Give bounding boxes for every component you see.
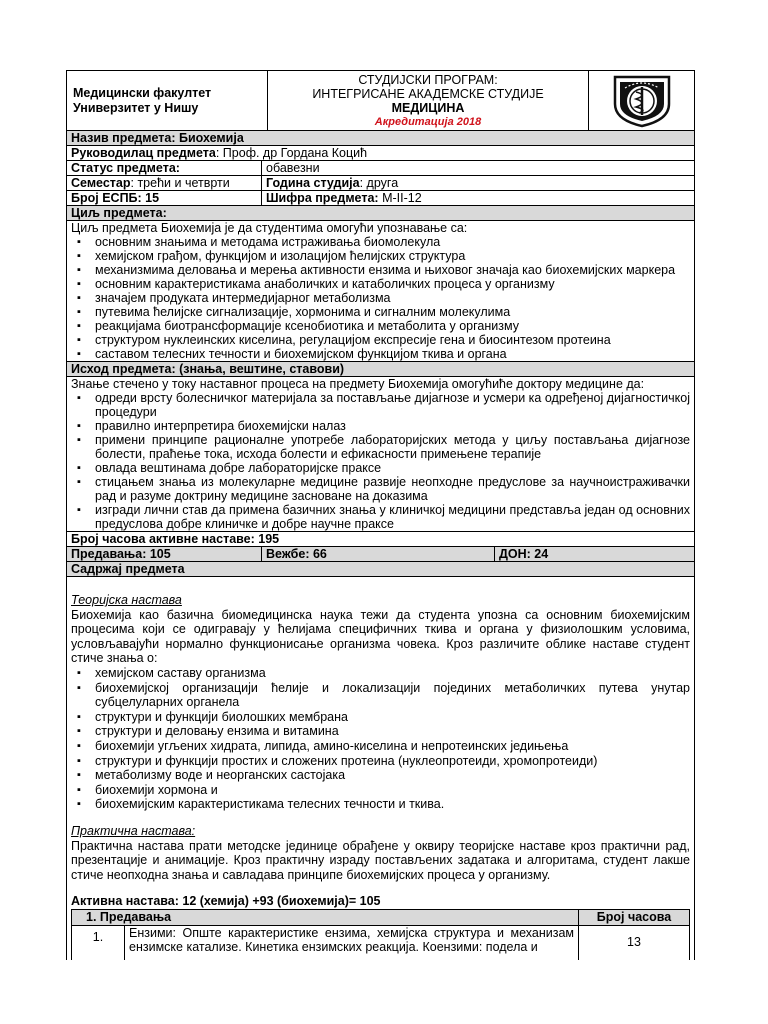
list-item: ▪ правилно интерпретира биохемијски налаз — [71, 419, 690, 433]
list-item: ▪ саставом телесних течности и биохемијском функцијом ткива и органа — [71, 347, 690, 361]
goal-title: Циљ предмета: — [67, 206, 694, 221]
course-lead-cell — [67, 146, 367, 160]
list-item: ▪ основним знањима и методама истраживања биомолекула — [71, 235, 690, 249]
list-item: ▪ основним карактеристикама анаболичких и катаболичких процеса у организму — [71, 277, 690, 291]
list-item: ▪ стицањем знања из молекуларне медицине развије неопходне предуслове за научноистраживачки рад и разуме доктрину медицине засноване на доказима — [71, 475, 690, 503]
list-item: ▪ биохемији угљених хидрата, липида, амино-киселина и непротеинских једињења — [71, 739, 690, 754]
list-item: ▪ структури и функцији биолошких мембрана — [71, 710, 690, 725]
course-status-row — [67, 161, 694, 176]
outcome-list — [71, 391, 690, 531]
list-item: ▪ путевима ћелијске сигнализације, хормонима и сигналним молекулима — [71, 305, 690, 319]
course-ects-row — [67, 191, 694, 206]
course-semester-value: : трећи и четврти — [130, 176, 230, 190]
course-semester-row — [67, 176, 694, 191]
list-item: ▪ биохемијским карактеристикама телесних течности и ткива. — [71, 797, 690, 812]
course-lead-value: : Проф. др Гордана Коцић — [215, 146, 368, 160]
program-type: ИНТЕГРИСАНЕ АКАДЕМСКЕ СТУДИЈЕ — [312, 86, 544, 101]
document-header — [67, 71, 694, 131]
list-item: ▪ хемијском саставу организма — [71, 666, 690, 681]
list-item: ▪ реакцијама биотрансформације ксенобиотика и метаболита у организму — [71, 319, 690, 333]
outcome-intro: Знање стечено у току наставног процеса на предмету Биохемија омогућиће доктору медицине да: — [71, 377, 645, 391]
list-item: ▪ механизмима деловања и мерења активности ензима и њиховог значаја као биохемијских маркера — [71, 263, 690, 277]
list-item: ▪ значајем продуката интермедијарног метаболизма — [71, 291, 690, 305]
program-name: МЕДИЦИНА — [391, 100, 465, 115]
content-title: Садржај предмета — [67, 562, 694, 577]
list-item: ▪ структури и деловању ензима и витамина — [71, 724, 690, 739]
course-status-value: обавезни — [261, 161, 694, 175]
lectures-table — [71, 909, 690, 960]
list-item: ▪ структури и функцији простих и сложених протеина (нуклеопротеиди, хромопротеиди) — [71, 754, 690, 769]
table-row — [72, 926, 689, 960]
course-semester-cell — [67, 176, 261, 190]
list-item: ▪ овлада вештинама добре лабораторијске праксе — [71, 461, 690, 475]
list-item: ▪ изгради лични став да примена базичних знања у клиничкој медицини представља један од основних предуслова добре клиничке и добре научне праксе — [71, 503, 690, 531]
theory-title: Теоријска настава — [71, 593, 182, 607]
list-item: ▪ биохемијској организацији ћелије и локализацији појединих метаболичких путева унутар субцелуларних органела — [71, 681, 690, 710]
hours-exercises: Вежбе: 66 — [261, 547, 494, 561]
practical-text: Практична настава прати методске јединице обрађене у оквиру теоријске наставе кроз практични рад, презентације и анимације. Кроз практичну израду постављених задатака и алгоритама, студент лакше стиче неопходна знања и савладава принципе биохемијских процеса у организму. — [71, 838, 690, 882]
list-item: ▪ одреди врсту болесничког материјала за постављање дијагнозе и усмери ка одређеној дијагностичкој процедури — [71, 391, 690, 419]
outcome-block — [67, 377, 694, 532]
course-code-cell — [261, 191, 694, 205]
institution-block — [67, 71, 268, 130]
content-block — [67, 577, 694, 909]
course-semester-label: Семестар — [71, 176, 131, 190]
goal-intro: Циљ предмета Биохемија је да студентима омогући упознавање са: — [71, 221, 468, 235]
course-document — [66, 70, 695, 960]
hours-don: ДОН: 24 — [494, 547, 694, 561]
lecture-hours: 13 — [627, 934, 641, 949]
lectures-table-header — [72, 910, 689, 926]
accreditation-label: Акредитација 2018 — [374, 115, 482, 128]
practical-title: Практична настава: — [71, 823, 196, 838]
course-lead-row — [67, 146, 694, 161]
program-block — [268, 71, 589, 130]
course-name-row: Назив предмета: Биохемија — [67, 131, 694, 146]
course-lead-label: Руководилац предмета — [71, 146, 216, 160]
lectures-header-hours: Број часова — [596, 909, 672, 924]
list-item: ▪ метаболизму воде и неорганских састојака — [71, 768, 690, 783]
program-label: СТУДИЈСКИ ПРОГРАМ: — [358, 72, 498, 87]
goal-list — [71, 235, 690, 361]
course-year-label: Година студија — [266, 176, 360, 190]
list-item: ▪ примени принципе рационалне употребе лабораторијских метода у циљу постављања дијагнозе болести, праћење тока, исхода болести и ефикасности примењене терапије — [71, 433, 690, 461]
course-code-value: М-II-12 — [378, 191, 422, 205]
list-item: ▪ хемијском грађом, функцијом и изолацијом ћелијских структура — [71, 249, 690, 263]
hours-lectures: Предавања: 105 — [71, 547, 171, 561]
course-year-value: : друга — [359, 176, 399, 190]
hours-total: Број часова активне наставе: 195 — [71, 532, 280, 546]
list-item: ▪ биохемији хормона и — [71, 783, 690, 798]
course-year-cell — [261, 176, 694, 190]
hours-breakdown-row — [67, 547, 694, 562]
hours-total-row — [67, 532, 694, 547]
list-item: ▪ структуром нуклеинских киселина, регулацијом експресије гена и биосинтезом протеина — [71, 333, 690, 347]
active-teaching-summary: Активна настава: 12 (хемија) +93 (биохемија)= 105 — [71, 894, 381, 909]
course-ects: Број ЕСПБ: 15 — [71, 191, 160, 205]
theory-list — [71, 666, 690, 812]
lectures-header-title: 1. Предавања — [72, 910, 579, 925]
course-status-label: Статус предмета: — [71, 161, 180, 175]
goal-block — [67, 221, 694, 362]
university-seal-icon — [611, 74, 673, 128]
university-name: Универзитет у Нишу — [73, 100, 199, 115]
lecture-number: 1. — [72, 926, 125, 960]
faculty-name: Медицински факултет — [73, 85, 212, 100]
theory-text: Биохемија као базична биомедицинска наука тежи да студента упозна са основним биохемијским процесима који се одигравају у ћелијама специфичних ткива и органа у физиолошким условима, условљавајући нормално функционисање организма човека. Кроз различите облике наставе студент стиче знања о: — [71, 607, 690, 666]
lecture-description: Ензими: Опште карактеристике ензима, хемијска структура и механизам ензимске катализе. Кинетика ензимских реакција. Коензими: подела и — [125, 926, 579, 960]
course-code-label: Шифра предмета: — [266, 191, 379, 205]
outcome-title: Исход предмета: (знања, вештине, ставови) — [67, 362, 694, 377]
logo-cell — [589, 71, 694, 130]
